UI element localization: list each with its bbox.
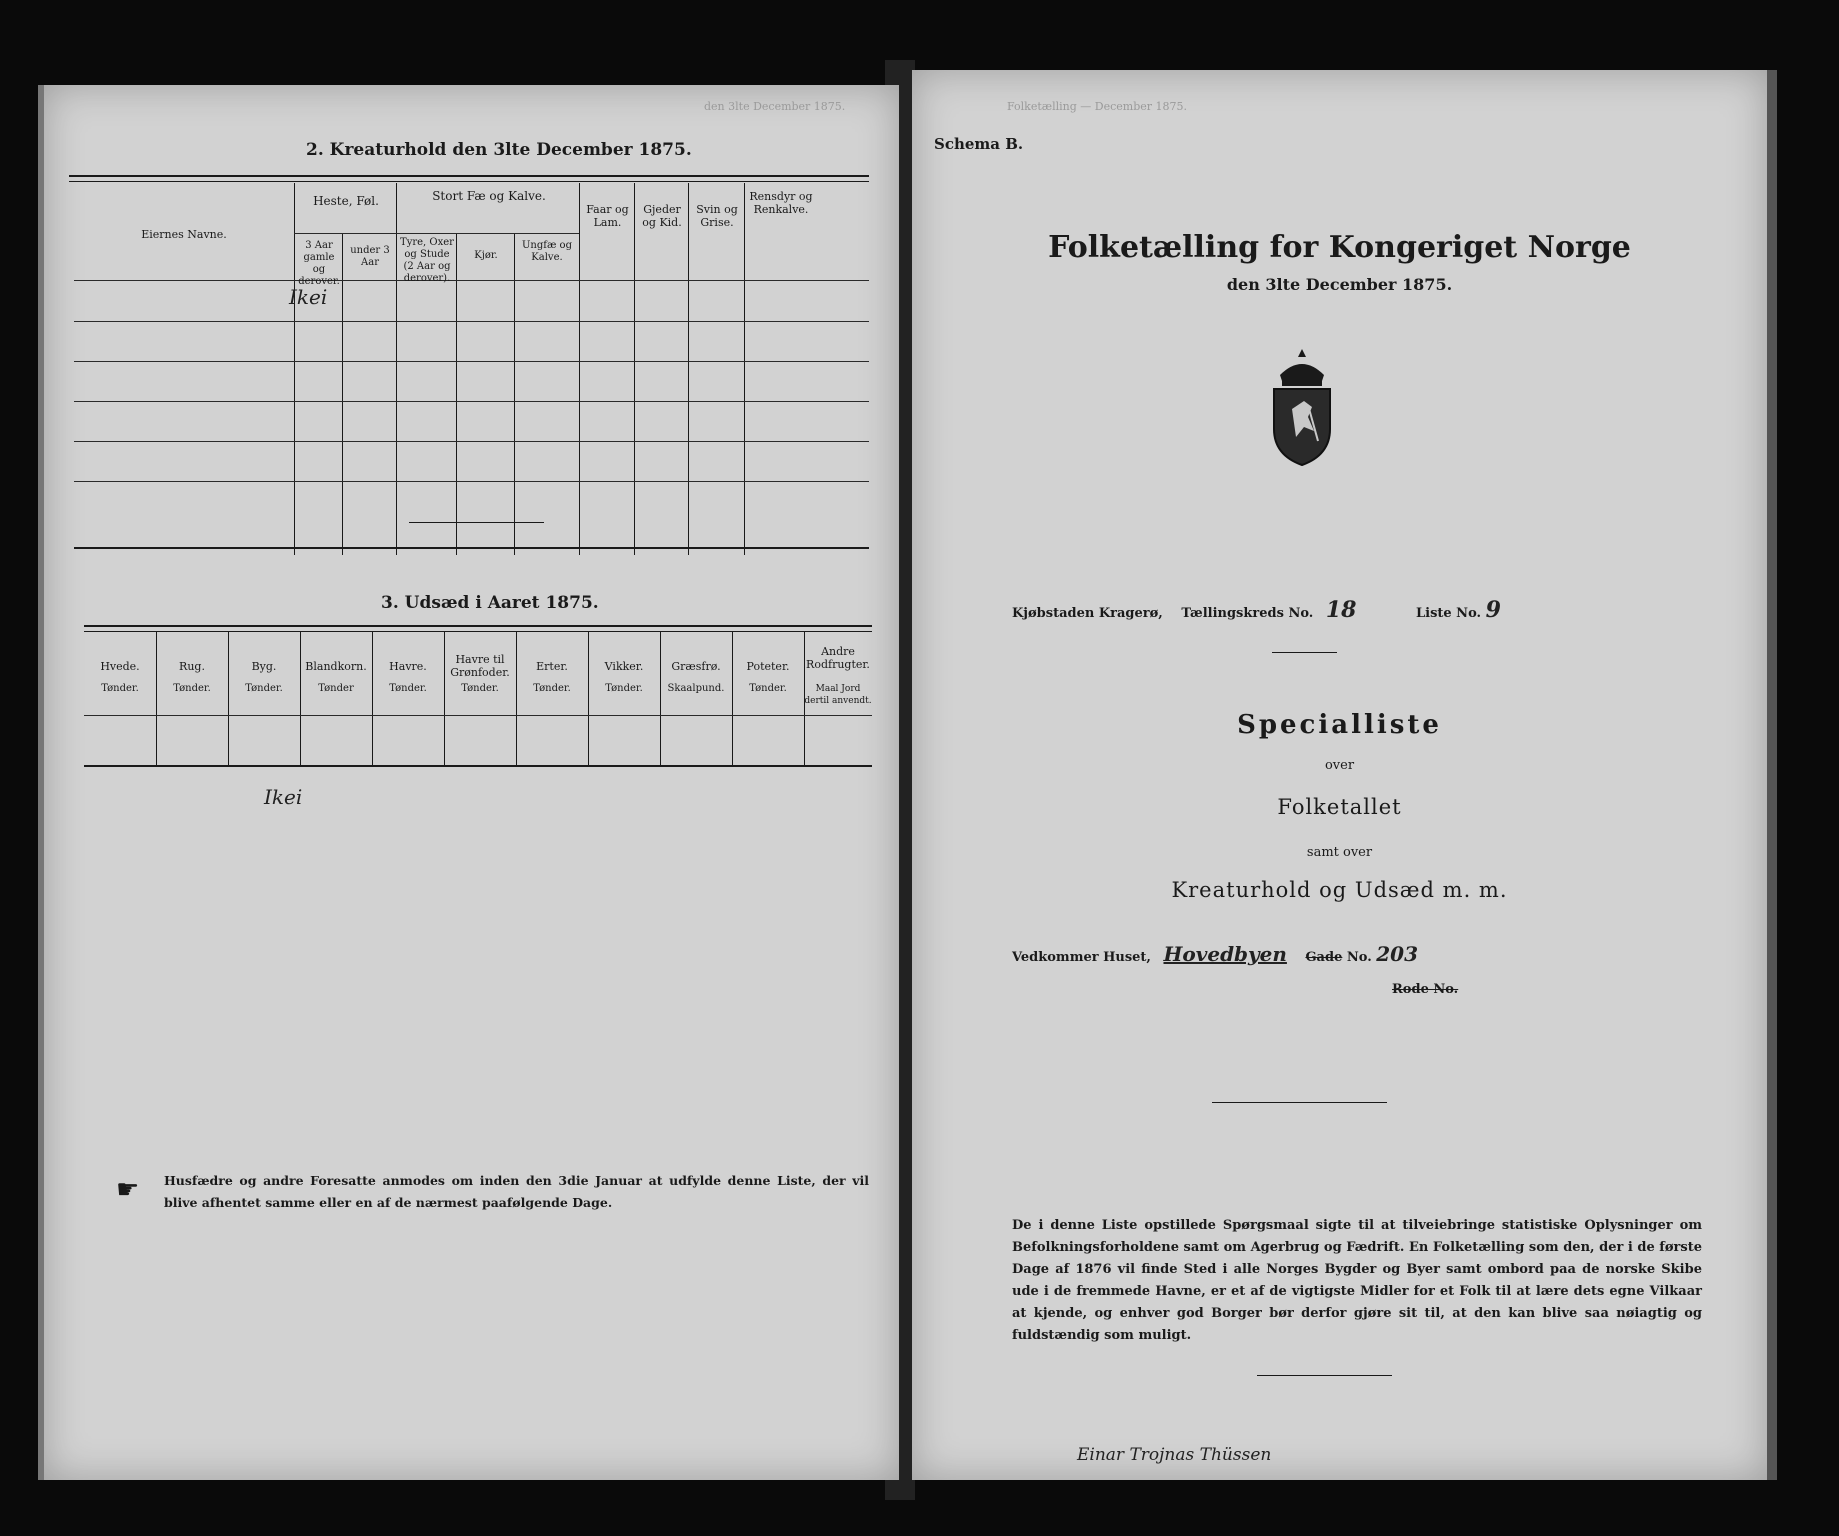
district-number: 18 [1325, 597, 1357, 623]
explanatory-paragraph: De i denne Liste opstillede Spørgsmaal sigte til at tilveiebringe statistiske Oplysninger om Befolkningsforholdene samt om Agerbrug og Fædrift. En Folketælling som den, der i de første Dage af 1876 vil finde Sted i alle Norges Bygder og Byer samt ombord paa de norske Skibe ude i de fremmede Havne, er et af de vigtigste Midler for et Folk til at lære dets egne Vilkaar at kjende, og enhver god Borger bør derfor gjøre sit til, at den kan blive saa nøiagtig og fuldstændig som muligt. [1012, 1218, 1702, 1343]
gade-number: 203 [1376, 942, 1419, 966]
handwritten-entry-2: Ikei [264, 785, 303, 809]
col-erter: Erter. [536, 660, 568, 673]
location-label: Kjøbstaden Kragerø, [1012, 606, 1163, 621]
left-page: den 3lte December 1875. 2. Kreaturhold den 3lte December 1875. Eiernes Navne. Heste, Føl. 3 Aar gamle og derover. under 3 Aar Stort Fæ og Kalve. Tyre, Oxer og Stude (2 Aar og derover). Kjør. Ungfæ og Kalve. Faar og Lam. Gjeder og Kid. Svin og Grise. Rensdyr og Renkalve. Ikei 3. Udsæd i Aaret 1875. Hvede. Tønder. Rug. Tønder. Byg. Tønder. Blandkorn. Tønder Havre. Tønder. Havre til Grønfoder. Tønder. Erter. Tønder. Vikker. Tønder. Græsfrø. Skaalpund. Poteter. Tønder. Andre Rodfrugter. Maal Jord dertil anvendt. Ikei ☛ Husfædre og andre Foresatte anmodes om inden den 3die Januar at udfylde denne Liste, der vil blive afhentet samme eller en af de nærmest paafølgende Dage. [38, 85, 899, 1480]
col-rensdyr: Rensdyr og Renkalve. [749, 190, 813, 216]
bleed-through-text-2: Folketælling — December 1875. [1007, 100, 1188, 113]
list-label: Liste No. [1415, 606, 1482, 621]
over-text: over [1324, 758, 1355, 773]
col-hvede: Hvede. [100, 660, 140, 673]
col-ungfae: Ungfæ og Kalve. [522, 240, 572, 263]
section3-title: 3. Udsæd i Aaret 1875. [381, 593, 599, 613]
main-date: den 3lte December 1875. [1226, 275, 1453, 294]
col-byg: Byg. [251, 660, 277, 673]
col-kjor: Kjør. [474, 250, 498, 261]
col-svin: Svin og Grise. [696, 203, 738, 229]
col-havre: Havre. [389, 660, 427, 673]
col-owner-names: Eiernes Navne. [141, 228, 227, 241]
house-name: Hovedbyen [1163, 942, 1287, 966]
samt-over-text: samt over [1306, 845, 1373, 860]
divider [409, 522, 544, 523]
schema-label: Schema B. [934, 135, 1024, 153]
norway-coat-of-arms-icon [1252, 345, 1352, 470]
col-heste-3aar: 3 Aar gamle og derover. [298, 240, 340, 287]
col-faar: Faar og Lam. [586, 203, 629, 229]
gade-label: Gade [1305, 950, 1343, 965]
col-graesfro: Græsfrø. [671, 660, 721, 673]
divider [1257, 1375, 1392, 1376]
district-label: Tællingskreds No. [1181, 606, 1314, 621]
divider [1212, 1102, 1387, 1103]
signature: Einar Trojnas Thüssen [1077, 1445, 1272, 1465]
list-number: 9 [1485, 597, 1501, 623]
kreaturhold-title: Kreaturhold og Udsæd m. m. [1171, 878, 1508, 902]
col-gjeder: Gjeder og Kid. [642, 203, 682, 229]
folketallet-title: Folketallet [1277, 795, 1402, 819]
section2-title: 2. Kreaturhold den 3lte December 1875. [306, 140, 692, 160]
col-blandkorn: Blandkorn. [305, 660, 367, 673]
col-andre-rodfrugter: Andre Rodfrugter. [806, 645, 870, 671]
house-label: Vedkommer Huset, [1012, 950, 1151, 965]
col-poteter: Poteter. [746, 660, 790, 673]
col-heste-under3: under 3 Aar [350, 245, 390, 268]
col-stort-group: Stort Fæ og Kalve. [432, 189, 546, 203]
rode-label: Rode No. [1392, 982, 1459, 997]
instructions-notice: Husfædre og andre Foresatte anmodes om inden den 3die Januar at udfylde denne Liste, der vil blive afhentet samme eller en af de nærmest paafølgende Dage. [164, 1173, 869, 1210]
right-page [912, 70, 1777, 1480]
pointing-hand-icon: ☛ [116, 1175, 140, 1205]
divider [1272, 652, 1337, 653]
col-heste-group: Heste, Føl. [313, 194, 379, 208]
section2-top-rule [69, 175, 869, 177]
col-tyre-oxer: Tyre, Oxer og Stude (2 Aar og derover). [400, 237, 454, 284]
col-havre-gronfoder: Havre til Grønfoder. [450, 653, 510, 679]
gade-no-label: No. [1346, 950, 1372, 965]
bleed-through-text: den 3lte December 1875. [704, 100, 846, 113]
col-vikker: Vikker. [604, 660, 644, 673]
main-title: Folketælling for Kongeriget Norge [1048, 230, 1631, 265]
col-rug: Rug. [179, 660, 205, 673]
specialliste-title: Specialliste [1237, 710, 1442, 740]
handwritten-entry: Ikei [289, 285, 328, 309]
